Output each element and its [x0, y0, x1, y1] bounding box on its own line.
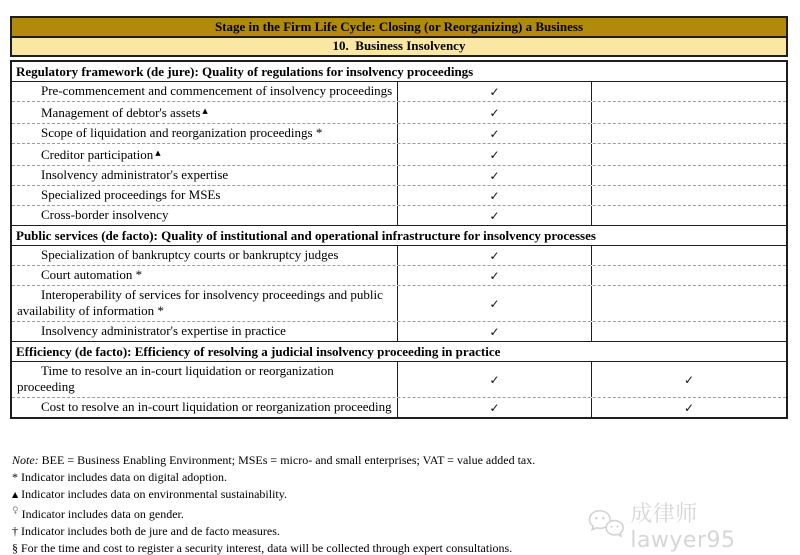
row-label-text: Cross-border insolvency	[41, 207, 169, 222]
check-col2: ✓	[398, 82, 592, 101]
table-row	[12, 321, 786, 341]
row-label-text: Specialized proceedings for MSEs	[41, 187, 221, 202]
table-row	[12, 246, 786, 265]
section-header: Public services (de facto): Quality of institutional and operational infrastructure for insolvency processes	[12, 226, 786, 246]
row-marker: ▲	[155, 149, 161, 157]
check-col2: ✓	[398, 206, 592, 225]
row-label	[12, 102, 398, 123]
insolvency-table	[10, 16, 788, 419]
row-label	[12, 362, 398, 397]
row-label-text: Insolvency administrator's expertise	[41, 167, 229, 182]
note-line	[12, 452, 535, 469]
row-label-text: Management of debtor's assets	[41, 105, 201, 120]
footnote-marker: ♀	[12, 506, 19, 516]
check-col2: ✓	[398, 266, 592, 285]
table-row	[12, 143, 786, 165]
table-subtitle-band: 10. Business Insolvency	[10, 38, 788, 57]
table-row	[12, 205, 786, 225]
footnote-line	[12, 540, 535, 555]
check-col2: ✓	[398, 124, 592, 143]
table-body	[10, 60, 788, 419]
check-col3	[592, 166, 786, 185]
row-label	[12, 286, 398, 321]
table-row	[12, 265, 786, 285]
row-label-text: Creditor participation	[41, 147, 154, 162]
footnote-text: Indicator includes data on digital adoption.	[21, 470, 227, 484]
table-row	[12, 101, 786, 123]
check-col3	[592, 82, 786, 101]
check-col2: ✓	[398, 102, 592, 123]
footnote-marker: ▲	[12, 490, 19, 499]
table-row	[12, 82, 786, 101]
footnote-text: Indicator includes data on gender.	[21, 507, 184, 521]
check-col3	[592, 246, 786, 265]
row-label	[12, 144, 398, 165]
row-label	[12, 82, 398, 101]
check-col2: ✓	[398, 186, 592, 205]
check-col3	[592, 102, 786, 123]
table-row	[12, 165, 786, 185]
section-rows	[12, 246, 786, 341]
section-rows	[12, 362, 786, 417]
check-col3: ✓	[683, 372, 695, 387]
footnote-text: Indicator includes both de jure and de facto measures.	[21, 524, 280, 538]
footnote-marker: §	[12, 541, 18, 555]
table-row	[12, 185, 786, 205]
footnote-text: Indicator includes data on environmental sustainability.	[21, 487, 287, 501]
check-col2: ✓	[398, 398, 592, 417]
check-col3	[592, 322, 786, 341]
row-label	[12, 246, 398, 265]
footnote-line	[12, 523, 535, 540]
footnote-marker: †	[12, 524, 18, 538]
footnotes	[12, 452, 535, 555]
table-section	[12, 341, 786, 417]
check-col3	[592, 186, 786, 205]
table-row	[12, 123, 786, 143]
section-header: Regulatory framework (de jure): Quality of regulations for insolvency proceedings	[12, 62, 786, 82]
footnote-text: For the time and cost to register a security interest, data will be collected through expert consultations.	[21, 541, 513, 555]
watermark	[588, 497, 800, 553]
check-col2: ✓	[398, 166, 592, 185]
row-label	[12, 398, 398, 417]
row-label-text: Court automation *	[41, 267, 143, 282]
check-col3	[592, 124, 786, 143]
check-col2: ✓	[398, 322, 592, 341]
section-header: Efficiency (de facto): Efficiency of resolving a judicial insolvency proceeding in practice	[12, 342, 786, 362]
check-col2: ✓	[398, 362, 592, 397]
row-label-text: Scope of liquidation and reorganization proceedings *	[41, 125, 323, 140]
row-label-text: Cost to resolve an in-court liquidation or reorganization proceeding	[41, 399, 392, 414]
row-label-text: Pre-commencement and commencement of insolvency proceedings	[41, 83, 393, 98]
note-label: Note:	[12, 453, 39, 467]
row-label	[12, 186, 398, 205]
table-section	[12, 225, 786, 341]
check-col3	[592, 286, 786, 321]
check-col2: ✓	[398, 286, 592, 321]
check-col2: ✓	[398, 144, 592, 165]
row-label	[12, 166, 398, 185]
row-label-text: Time to resolve an in-court liquidation or reorganization proceeding	[17, 363, 334, 394]
row-marker: ▲	[202, 107, 208, 115]
wechat-icon	[588, 508, 625, 542]
row-label	[12, 124, 398, 143]
note-text: BEE = Business Enabling Environment; MSEs = micro- and small enterprises; VAT = value added tax.	[38, 453, 536, 467]
table-section	[12, 62, 786, 225]
table-title-band: Stage in the Firm Life Cycle: Closing (or Reorganizing) a Business	[10, 16, 788, 38]
footnote-line	[12, 486, 535, 503]
row-label-text: Specialization of bankruptcy courts or bankruptcy judges	[41, 247, 339, 262]
table-row	[12, 362, 786, 397]
section-rows	[12, 82, 786, 225]
row-label-text: Interoperability of services for insolvency proceedings and public availability of information *	[17, 287, 383, 318]
footnote-line	[12, 503, 535, 523]
table-row	[12, 397, 786, 417]
footnote-marker: *	[12, 470, 18, 484]
table-row	[12, 285, 786, 321]
check-col3	[592, 144, 786, 165]
check-col3	[592, 266, 786, 285]
row-label	[12, 322, 398, 341]
row-label-text: Insolvency administrator's expertise in practice	[41, 323, 286, 338]
check-col2: ✓	[398, 246, 592, 265]
row-label	[12, 266, 398, 285]
footnote-line	[12, 469, 535, 486]
watermark-text: 成律师lawyer95	[630, 502, 736, 553]
check-col3	[592, 206, 786, 225]
check-col3: ✓	[683, 400, 695, 415]
row-label	[12, 206, 398, 225]
